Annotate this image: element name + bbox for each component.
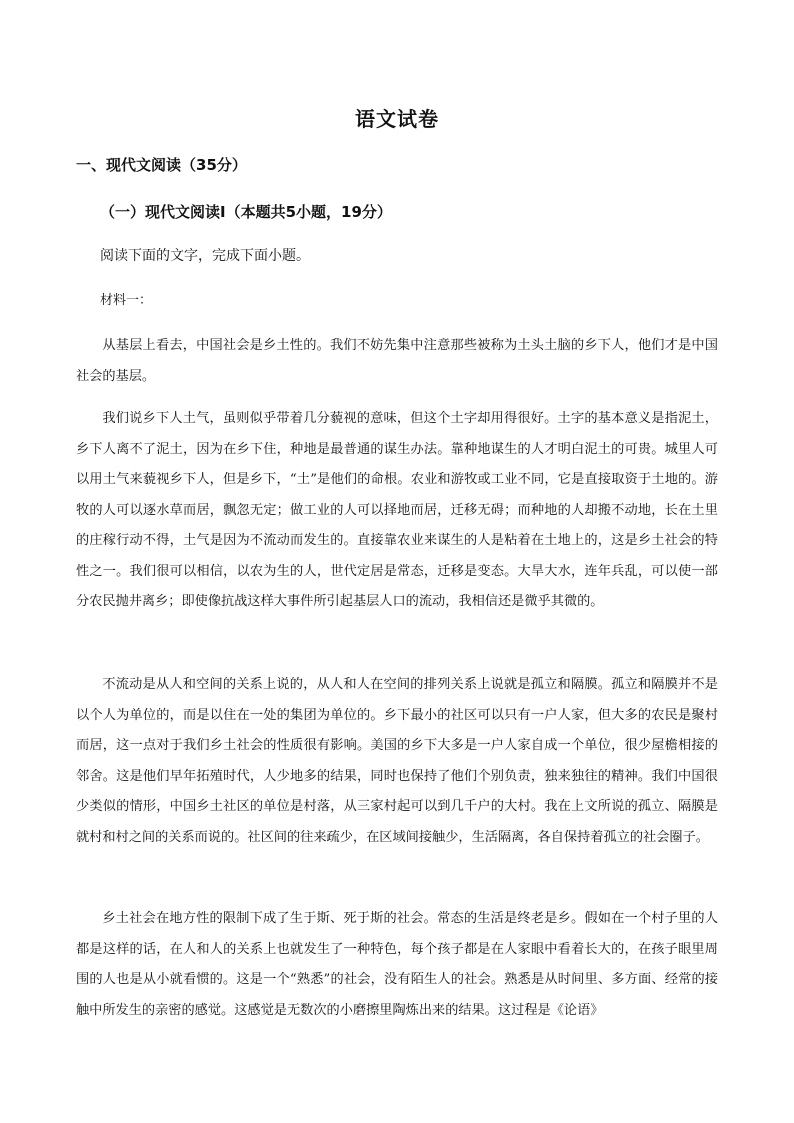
passage-paragraph-4: 乡土社会在地方性的限制下成了生于斯、死于斯的社会。常态的生活是终老是乡。假如在一个村子里的人都是这样的话，在人和人的关系上也就发生了一种特色，每个孩子都是在人家眼中看着长大的，在孩子眼里周围的人也是从小就看惯的。这是一个“熟悉”的社会，没有陌生人的社会。熟悉是从时间里、多方面、经常的接触中所发生的亲密的感觉。这感觉是无数次的小磨擦里陶炼出来的结果。这过程是《论语》 (76, 911, 718, 1018)
exam-title: 语文试卷 (355, 107, 439, 131)
material-label: 材料一： (100, 293, 153, 308)
reading-instruction: 阅读下面的文字，完成下面小题。 (100, 248, 310, 264)
passage-paragraph-2: 我们说乡下人土气，虽则似乎带着几分藐视的意味，但这个土字却用得很好。土字的基本意义是指泥土，乡下人离不了泥土，因为在乡下住，种地是最普通的谋生办法。靠种地谋生的人才明白泥土的可贵。城里人可以用土气来藐视乡下人，但是乡下，“土”是他们的命根。农业和游牧或工业不同，它是直接取资于土地的。游牧的人可以逐水草而居，飘忽无定；做工业的人可以择地而居，迁移无碍；而种地的人却搬不动地，长在土里的庄稼行动不得，土气是因为不流动而发生的。直接靠农业来谋生的人是粘着在土地上的，这是乡土社会的特性之一。我们很可以相信，以农为生的人，世代定居是常态，迁移是变态。大旱大水，连年兵乱，可以使一部分农民抛井离乡；即使像抗战这样大事件所引起基层人口的流动，我相信还是微乎其微的。 (76, 411, 718, 609)
section-heading: 一、现代文阅读（35分） (76, 156, 247, 174)
sub-section-heading: （一）现代文阅读Ⅰ（本题共5小题，19分） (100, 203, 392, 221)
passage-paragraph-3: 不流动是从人和空间的关系上说的，从人和人在空间的排列关系上说就是孤立和隔膜。孤立和隔膜并不是以个人为单位的，而是以住在一处的集团为单位的。乡下最小的社区可以只有一户人家，但大多的农民是聚村而居，这一点对于我们乡土社会的性质很有影响。美国的乡下大多是一户人家自成一个单位，很少屋檐相接的邻舍。这是他们早年拓殖时代，人少地多的结果，同时也保持了他们个别负责，独来独往的精神。我们中国很少类似的情形，中国乡土社区的单位是村落，从三家村起可以到几千户的大村。我在上文所说的孤立、隔膜是就村和村之间的关系而说的。社区间的往来疏少，在区域间接触少，生活隔离，各自保持着孤立的社会圈子。 (76, 677, 718, 845)
passage-paragraph-1: 从基层上看去，中国社会是乡土性的。我们不妨先集中注意那些被称为土头土脑的乡下人，他们才是中国社会的基层。 (76, 338, 718, 384)
